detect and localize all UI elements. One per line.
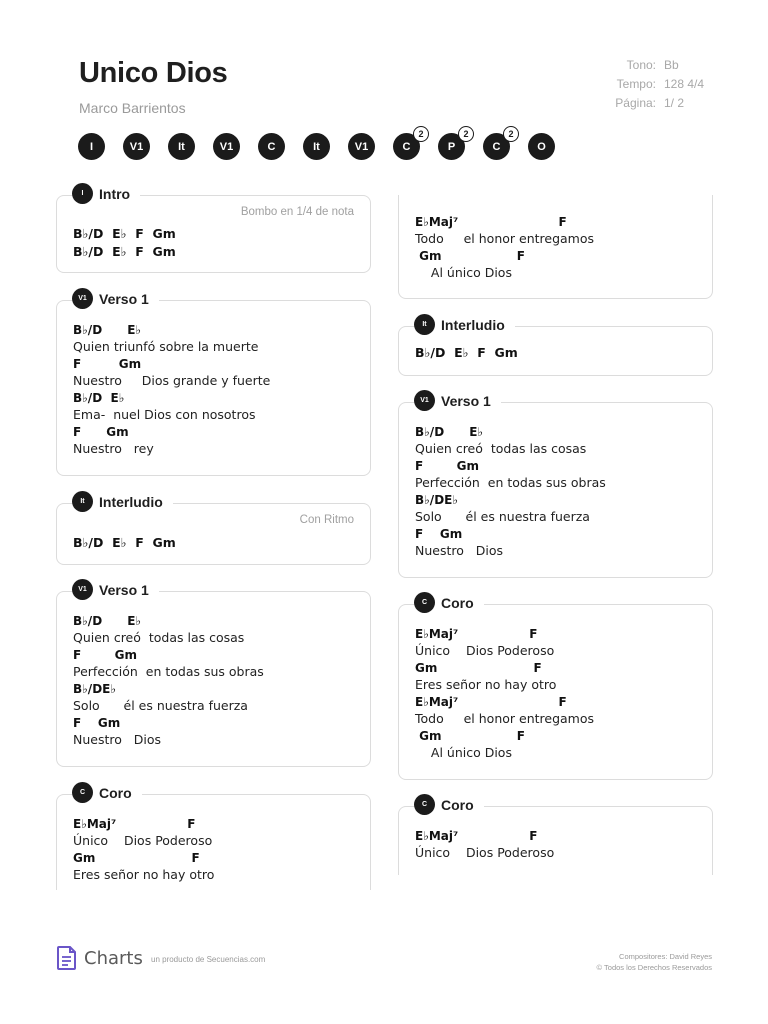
lyric-line: Todo el honor entregamos [415,711,594,726]
chord-lyric-pair [73,357,270,389]
chord-line: B♭/D E♭ [415,425,484,439]
roadmap-item[interactable] [78,133,105,160]
lyric-line: Perfección en todas sus obras [415,475,606,490]
roadmap-item[interactable] [483,129,514,160]
chord-line: B♭/DE♭ [73,682,117,696]
meta-key-label: Tono: [626,58,656,72]
repeat-count-badge: 2 [503,126,519,142]
chord-lyric-pair [73,817,214,849]
chord-lyric-pair [73,614,264,646]
chord-lyric-pair [415,627,594,659]
lyric-line: Quien creó todas las cosas [73,630,245,645]
section-chorus [398,594,713,780]
lyric-lines [415,215,594,283]
section-verse-1 [56,581,371,767]
chord-line: F Gm [73,357,142,371]
section-header [414,314,515,335]
chord-lyric-pair [415,215,594,247]
lyric-line: Nuestro Dios grande y fuerte [73,373,271,388]
roadmap-item-label: O [537,140,546,153]
section-title: Verso 1 [441,392,491,409]
chord-lyric-pair [415,729,594,761]
lyric-line: Eres señor no hay otro [73,867,215,882]
lyric-lines [415,627,594,763]
repeat-count-badge: 2 [458,126,474,142]
section-icon: C [72,782,93,803]
roadmap-item[interactable] [348,133,375,160]
roadmap-item[interactable] [528,133,555,160]
lyric-lines [73,817,214,885]
chord-row: B♭/D E♭ F Gm [73,244,176,259]
lyric-line: Único Dios Poderoso [73,833,213,848]
chord-line: E♭Maj⁷ F [415,627,538,641]
lyric-line: Al único Dios [415,745,512,760]
chord-lyric-pair [73,425,270,457]
section-icon: It [414,314,435,335]
chord-lyric-pair [73,323,270,355]
chord-line: B♭/DE♭ [415,493,459,507]
chord-lyric-pair [415,527,606,559]
section-title: Coro [99,784,132,801]
section-header [414,794,484,815]
section-icon: C [414,794,435,815]
song-roadmap [78,129,573,160]
section-header [72,183,140,204]
chord-line: F Gm [415,459,479,473]
chord-row: B♭/D E♭ F Gm [415,345,518,360]
chord-line: B♭/D E♭ [73,614,142,628]
meta-page [586,96,706,110]
chord-line: F Gm [73,648,137,662]
section-icon: C [414,592,435,613]
section-icon: V1 [72,288,93,309]
section-note: Bombo en 1/4 de nota [240,206,354,218]
charts-logo[interactable] [57,946,143,970]
roadmap-item[interactable] [123,133,150,160]
section-icon: V1 [414,390,435,411]
chord-lines [73,225,176,261]
chord-lyric-pair [415,695,594,727]
composers-credit: Compositores: David Reyes [619,952,712,961]
chord-lyric-pair [73,648,264,680]
roadmap-item[interactable] [393,129,424,160]
document-icon [57,946,77,970]
roadmap-item-label: C [402,140,411,153]
section-title: Coro [441,796,474,813]
section-header [72,579,159,600]
roadmap-item[interactable] [168,133,195,160]
lyric-line: Perfección en todas sus obras [73,664,264,679]
section-header [72,782,142,803]
roadmap-item-label: P [447,140,456,153]
chord-line: B♭/D E♭ [73,323,142,337]
lyric-line: Solo él es nuestra fuerza [415,509,590,524]
meta-page-value: 1/ 2 [664,96,685,110]
footer-tagline: un producto de Secuencias.com [151,955,266,964]
section-title: Interludio [441,316,505,333]
section-header [414,592,484,613]
chord-line: B♭/D E♭ [73,391,125,405]
brand-name: Charts [84,947,143,969]
rights-notice: © Todos los Derechos Reservados [596,963,712,972]
chord-line: E♭Maj⁷ F [415,215,567,229]
song-title: Unico Dios [79,57,228,89]
lyric-lines [415,425,606,561]
lyric-line: Quien creó todas las cosas [415,441,587,456]
song-meta [586,58,706,115]
roadmap-item-label: It [178,140,185,153]
chord-line: Gm F [73,851,200,865]
roadmap-item[interactable] [438,129,469,160]
chord-lyric-pair [73,391,270,423]
lyric-line: Nuestro Dios [73,732,162,747]
lyric-line: Ema- nuel Dios con nosotros [73,407,256,422]
lyric-line: Solo él es nuestra fuerza [73,698,248,713]
roadmap-item[interactable] [258,133,285,160]
section-header [72,288,159,309]
section-header [414,390,501,411]
section-verse-1 [398,392,713,578]
chord-line: E♭Maj⁷ F [415,829,538,843]
lyric-line: Nuestro Dios [415,543,504,558]
section-icon: It [72,491,93,512]
lyric-line: Todo el honor entregamos [415,231,594,246]
chord-row: B♭/D E♭ F Gm [73,535,176,550]
song-artist: Marco Barrientos [79,100,186,116]
roadmap-item[interactable] [213,133,240,160]
roadmap-item-label: C [267,140,276,153]
chord-line: E♭Maj⁷ F [415,695,567,709]
chord-lines [415,344,518,362]
meta-key [586,58,706,72]
lyric-line: Nuestro rey [73,441,154,456]
chord-lyric-pair [415,661,594,693]
section-icon: I [72,183,93,204]
section-verse-1 [56,290,371,476]
roadmap-item-label: V1 [354,140,369,153]
section-title: Verso 1 [99,290,149,307]
lyric-line: Al único Dios [415,265,512,280]
section-chorus [56,784,371,890]
chord-line: E♭Maj⁷ F [73,817,196,831]
meta-tempo-label: Tempo: [616,77,656,91]
section-title: Interludio [99,493,163,510]
section-title: Verso 1 [99,581,149,598]
chord-line: Gm F [415,249,525,263]
chord-row: B♭/D E♭ F Gm [73,226,176,241]
roadmap-item-label: It [313,140,320,153]
chord-line: F Gm [73,425,129,439]
chord-line: F Gm [73,716,121,730]
section-chorus [398,796,713,875]
section-note: Con Ritmo [299,514,354,526]
section-intro [56,185,371,273]
chord-line: Gm F [415,661,542,675]
chord-lyric-pair [73,682,264,714]
chord-lyric-pair [415,459,606,491]
chord-lyric-pair [73,851,214,883]
roadmap-item-label: I [89,140,94,153]
chord-lyric-pair [415,493,606,525]
lyric-lines [415,829,554,863]
footer-credits [597,951,712,973]
section-header [72,491,173,512]
chord-lyric-pair [415,829,554,861]
lyric-line: Único Dios Poderoso [415,845,555,860]
roadmap-item-label: C [492,140,501,153]
section-title: Coro [441,594,474,611]
section-interlude [56,493,371,565]
section-title: Intro [99,185,131,202]
lyric-line: Quien triunfó sobre la muerte [73,339,259,354]
lyric-lines [73,614,264,750]
roadmap-item-label: V1 [219,140,234,153]
roadmap-item-label: V1 [129,140,144,153]
chord-line: F Gm [415,527,463,541]
chord-lines [73,534,176,552]
section-chorus-continued [398,195,713,299]
meta-tempo [586,77,706,91]
meta-page-label: Página: [615,96,656,110]
chord-line: Gm F [415,729,525,743]
lyric-line: Eres señor no hay otro [415,677,557,692]
chord-lyric-pair [73,716,264,748]
repeat-count-badge: 2 [413,126,429,142]
section-icon: V1 [72,579,93,600]
meta-tempo-value: 128 4/4 [664,77,705,91]
chord-lyric-pair [415,425,606,457]
lyric-line: Único Dios Poderoso [415,643,555,658]
lyric-lines [73,323,270,459]
chord-lyric-pair [415,249,594,281]
roadmap-item[interactable] [303,133,330,160]
section-interlude [398,316,713,376]
meta-key-value: Bb [664,58,679,72]
